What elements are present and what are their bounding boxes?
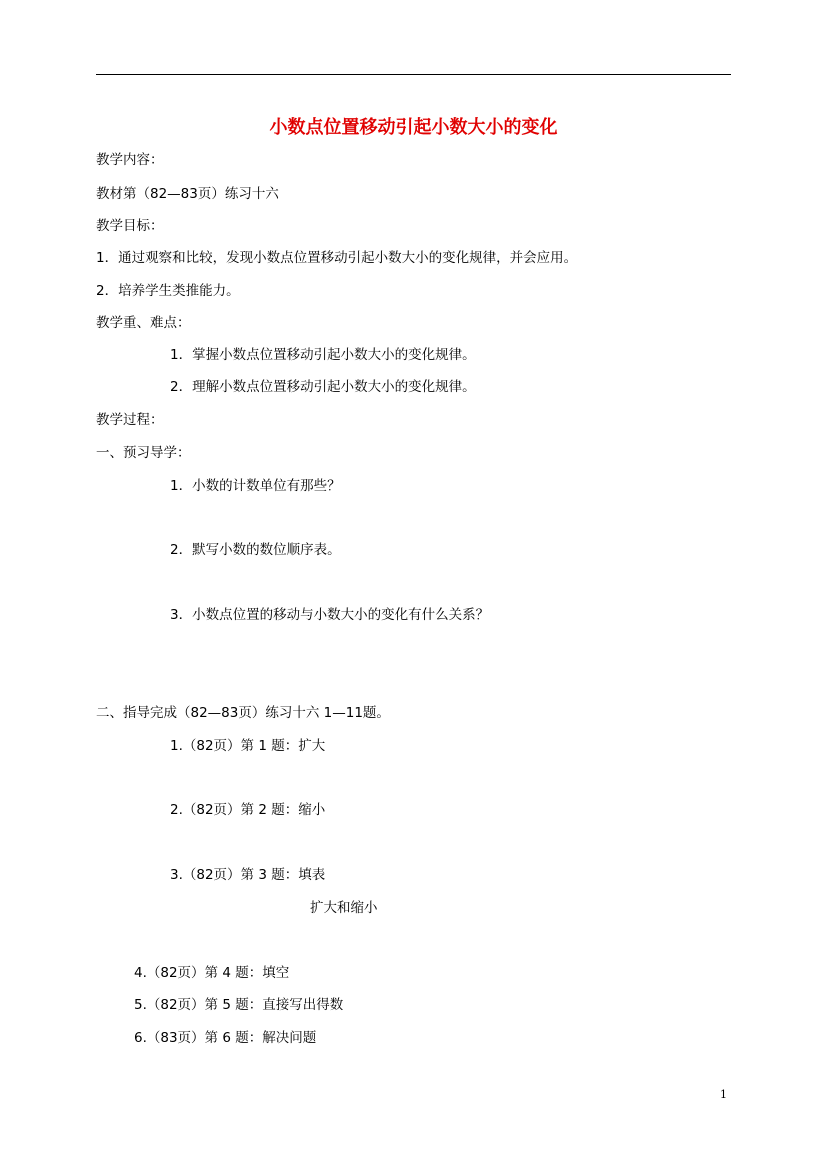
exercise-item-3-note: 扩大和缩小	[310, 900, 378, 916]
page-number: 1	[720, 1088, 727, 1101]
section-heading-content: 教学内容：	[96, 152, 164, 168]
exercise-item-3: 3.（82页）第 3 题：填表	[170, 867, 326, 883]
exercise-item-2: 2.（82页）第 2 题：缩小	[170, 802, 326, 818]
part-two-heading: 二、指导完成（82—83页）练习十六 1—11题。	[96, 705, 390, 721]
exercise-item-5: 5.（82页）第 5 题：直接写出得数	[134, 997, 344, 1013]
section-heading-process: 教学过程：	[96, 412, 164, 428]
preview-question-1: 1．小数的计数单位有那些？	[170, 478, 341, 494]
section-heading-goals: 教学目标：	[96, 218, 164, 234]
part-one-heading: 一、预习导学：	[96, 445, 191, 461]
exercise-item-4: 4.（82页）第 4 题：填空	[134, 965, 290, 981]
exercise-item-1: 1.（82页）第 1 题：扩大	[170, 738, 326, 754]
section-heading-key-points: 教学重、难点：	[96, 315, 191, 331]
goal-item-1: 1．通过观察和比较，发现小数点位置移动引起小数大小的变化规律，并会应用。	[96, 250, 578, 266]
header-rule	[96, 74, 731, 75]
key-point-2: 2．理解小数点位置移动引起小数大小的变化规律。	[170, 379, 476, 395]
key-point-1: 1．掌握小数点位置移动引起小数大小的变化规律。	[170, 347, 476, 363]
preview-question-3: 3．小数点位置的移动与小数大小的变化有什么关系？	[170, 607, 490, 623]
document-title: 小数点位置移动引起小数大小的变化	[269, 117, 558, 138]
preview-question-2: 2．默写小数的数位顺序表。	[170, 542, 341, 558]
goal-item-2: 2．培养学生类推能力。	[96, 283, 240, 299]
textbook-pages: 教材第（82—83页）练习十六	[96, 186, 279, 202]
exercise-item-6: 6.（83页）第 6 题：解决问题	[134, 1030, 317, 1046]
